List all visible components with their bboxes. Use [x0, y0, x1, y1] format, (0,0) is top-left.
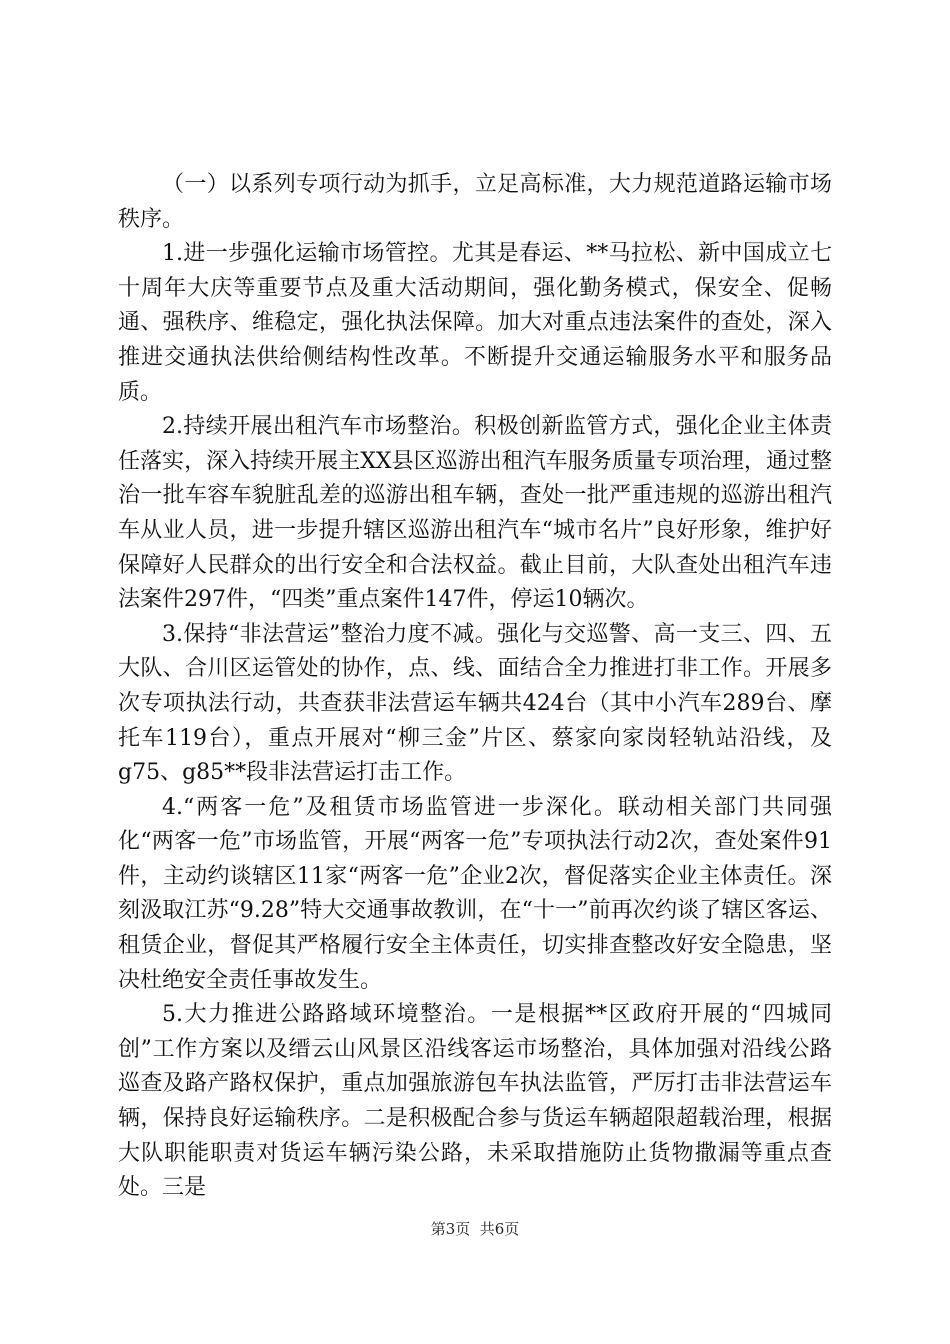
page-number-label: 第3页 共6页: [430, 1220, 520, 1238]
paragraph-item-1: 1.进一步强化运输市场管控。尤其是春运、**马拉松、新中国成立七十周年大庆等重要节点及重大活动期间，强化勤务模式，保安全、促畅通、强秩序、维稳定，强化执法保障。加大对重点违法案件的查处，深入推进交通执法供给侧结构性改革。不断提升交通运输服务水平和服务品质。: [118, 241, 832, 405]
document-body: [118, 168, 832, 1206]
paragraph-item-3: 3.保持“非法营运”整治力度不减。强化与交巡警、高一支三、四、五大队、合川区运管处的协作，点、线、面结合全力推进打非工作。开展多次专项执法行动，共查获非法营运车辆共424台（其中小汽车289台、摩托车119台），重点开展对“柳三金”片区、蔡家向家岗轻轨站沿线，及g75、g85**段非法营运打击工作。: [118, 621, 832, 786]
paragraph-item-4: 4.“两客一危”及租赁市场监管进一步深化。联动相关部门共同强化“两客一危”市场监管，开展“两客一危”专项执法行动2次，查处案件91件，主动约谈辖区11家“两客一危”企业2次，督促落实企业主体责任。深刻汲取江苏“9.28”特大交通事故教训，在“十一”前再次约谈了辖区客运、租赁企业，督促其严格履行安全主体责任，切实排查整改好安全隐患，坚决杜绝安全责任事故发生。: [118, 794, 832, 993]
paragraph-item-5: 5.大力推进公路路域环境整治。一是根据**区政府开展的“四城同创”工作方案以及缙云山风景区沿线客运市场整治，具体加强对沿线公路巡查及路产路权保护，重点加强旅游包车执法监管，严厉打击非法营运车辆，保持良好运输秩序。二是积极配合参与货运车辆超限超载治理，根据大队职能职责对货运车辆污染公路，未采取措施防止货物撒漏等重点查处。三是: [118, 1002, 832, 1201]
page-footer: [0, 1218, 950, 1239]
section-heading-paragraph: （一）以系列专项行动为抓手，立足高标准，大力规范道路运输市场秩序。: [118, 172, 832, 232]
paragraph-item-2: 2.持续开展出租汽车市场整治。积极创新监管方式，强化企业主体责任落实，深入持续开展主XX县区巡游出租汽车服务质量专项治理，通过整治一批车容车貌脏乱差的巡游出租车辆，查处一批严重违规的巡游出租汽车从业人员，进一步提升辖区巡游出租汽车“城市名片”良好形象，维护好保障好人民群众的出行安全和合法权益。截止目前，大队查处出租汽车违法案件297件，“四类”重点案件147件，停运10辆次。: [118, 414, 832, 613]
